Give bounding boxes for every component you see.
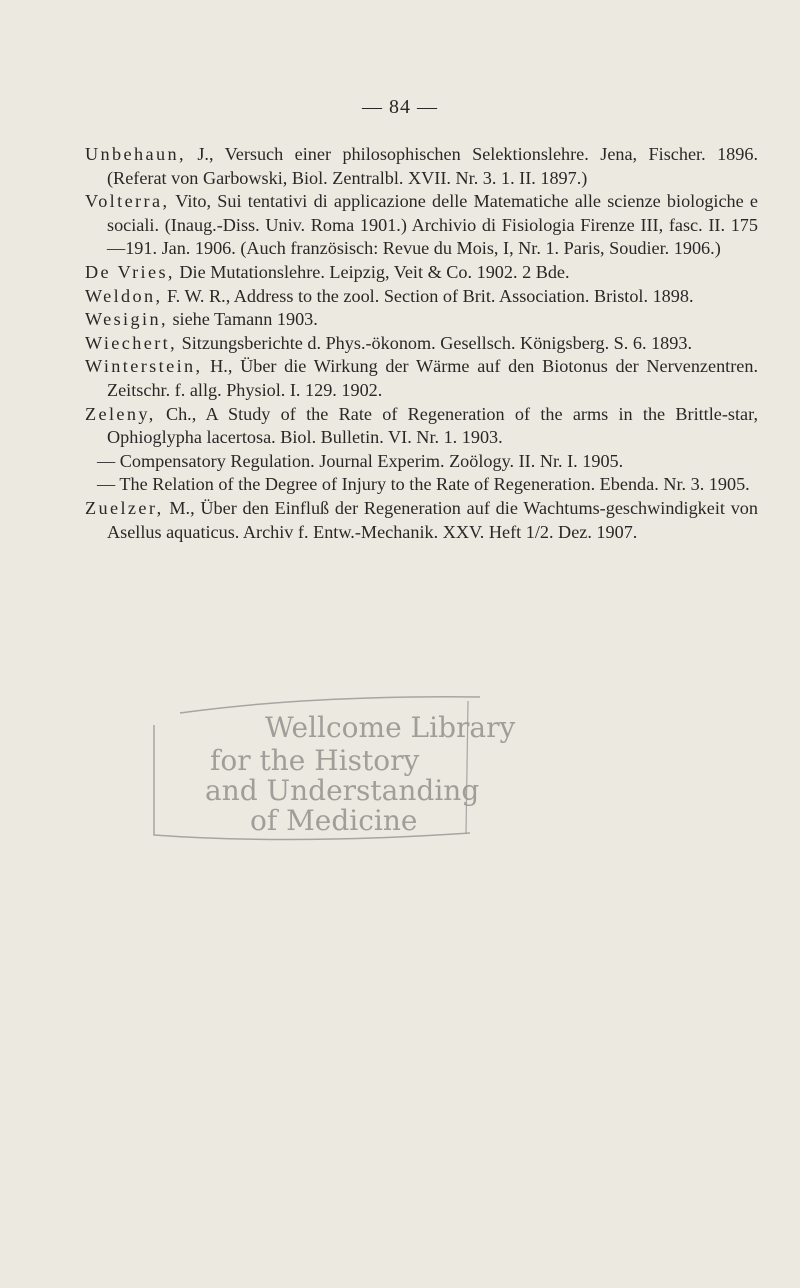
bibliography-entry xyxy=(85,190,758,261)
stamp-line: for the History xyxy=(210,744,420,777)
bibliography-list xyxy=(85,143,758,544)
entry-author: Unbehaun, xyxy=(85,144,186,164)
bibliography-entry xyxy=(85,285,758,309)
bibliography-entry xyxy=(85,332,758,356)
entry-author: De Vries, xyxy=(85,261,175,282)
entry-author: Zeleny, xyxy=(85,403,156,424)
entry-text: Vito, Sui tentativi di applicazione delle Matematiche alle scienze biologiche e sociali. (Inaug.-Diss. Univ. Roma 1901.) Archivio di Fisiologia Firenze III, fasc. II. 175—191. Jan. 1906. (Auch französisch: Revue du Mois, I, Nr. 1. Paris, Soudier. 1906.) xyxy=(107,191,758,259)
entry-author: Volterra, xyxy=(85,191,170,212)
entry-text: M., Über den Einfluß der Regeneration auf die Wachtums-geschwindigkeit von Asellus aquaticus. Archiv f. Entw.-Mechanik. XXV. Heft 1/2. Dez. 1907. xyxy=(107,497,758,542)
entry-text: H., Über die Wirkung der Wärme auf den Biotonus der Nervenzentren. Zeitschr. f. allg. Physiol. I. 129. 1902. xyxy=(107,356,758,400)
entry-author: Zuelzer, xyxy=(85,497,164,518)
entry-text: — Compensatory Regulation. Journal Experim. Zoölogy. II. Nr. I. 1905. xyxy=(97,450,624,471)
entry-text: F. W. R., Address to the zool. Section of Brit. Association. Bristol. 1898. xyxy=(162,285,694,306)
entry-text: Ch., A Study of the Rate of Regeneration of the arms in the Brittle-star, Ophioglypha lacertosa. Biol. Bulletin. VI. Nr. 1. 1903. xyxy=(107,403,758,448)
bibliography-entry xyxy=(85,143,758,190)
bibliography-entry xyxy=(85,450,758,474)
bibliography-entry xyxy=(85,403,758,450)
entry-text: siehe Tamann 1903. xyxy=(167,309,318,330)
page-number: — 84 — xyxy=(362,96,438,118)
entry-text: Die Mutationslehre. Leipzig, Veit & Co. 1902. 2 Bde. xyxy=(174,261,570,282)
bibliography-entry xyxy=(85,308,758,332)
entry-author: Winterstein, xyxy=(85,356,203,377)
bibliography-entry xyxy=(85,497,758,544)
library-stamp-graphic xyxy=(150,695,516,845)
stamp-line: and Understanding xyxy=(205,774,480,807)
stamp-line: of Medicine xyxy=(250,804,418,837)
bibliography-entry xyxy=(85,355,758,402)
bibliography-entry xyxy=(85,261,758,285)
entry-author: Weldon, xyxy=(85,285,163,306)
stamp-line: Wellcome Library xyxy=(265,711,516,744)
bibliography-entry xyxy=(85,473,758,497)
entry-text: Sitzungsberichte d. Phys.-ökonom. Gesellsch. Königsberg. S. 6. 1893. xyxy=(177,332,693,353)
library-stamp xyxy=(150,695,516,845)
entry-text: J., Versuch einer philosophischen Selektionslehre. Jena, Fischer. 1896. (Referat von Garbowski, Biol. Zentralbl. XVII. Nr. 3. 1. II. 1897.) xyxy=(107,144,758,188)
entry-text: — The Relation of the Degree of Injury to the Rate of Regeneration. Ebenda. Nr. 3. 1905. xyxy=(97,474,750,495)
entry-author: Wiechert, xyxy=(85,332,178,353)
entry-author: Wesigin, xyxy=(85,309,168,330)
